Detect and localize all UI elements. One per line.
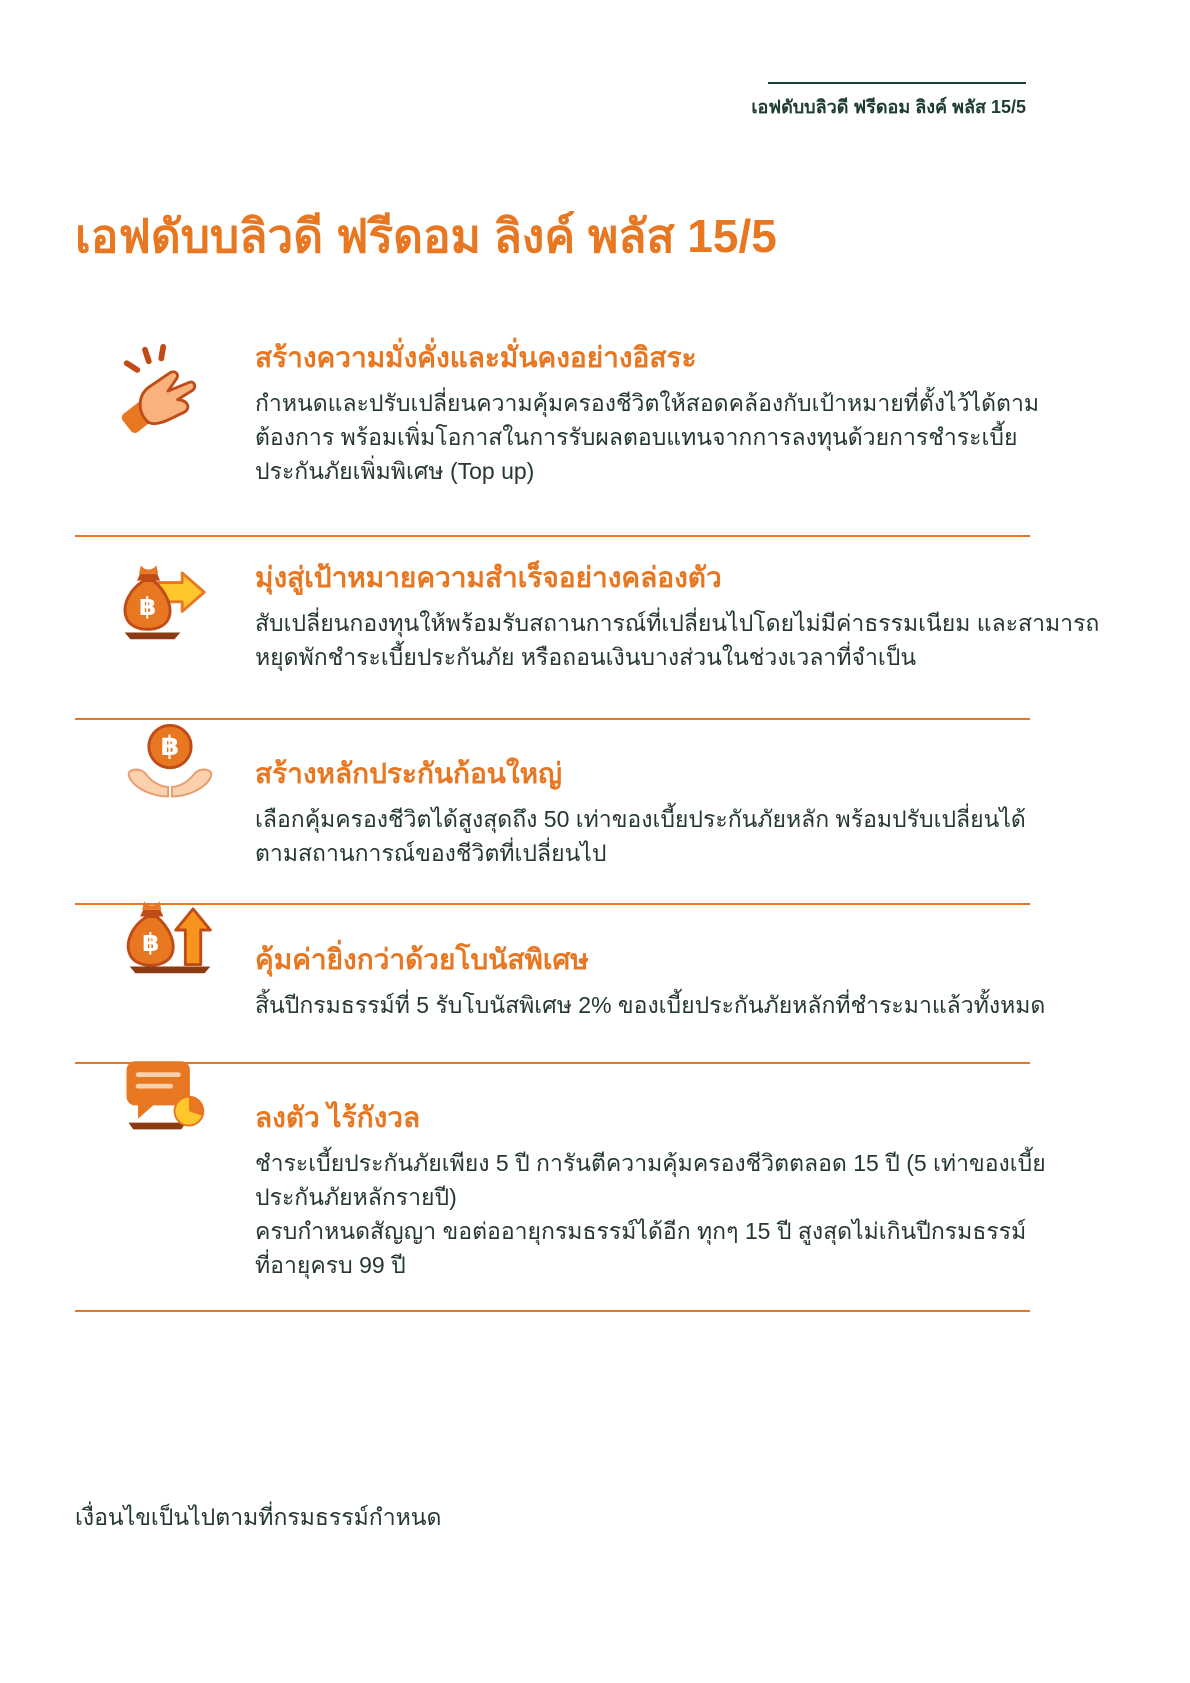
snap-fingers-icon [120,344,216,440]
chat-report-icon [115,1042,211,1138]
page-title: เอฟดับบลิวดี ฟรีดอม ลิงค์ พลัส 15/5 [75,210,777,262]
section-flexibility [255,556,1100,674]
svg-text:฿: ฿ [138,593,157,622]
svg-text:฿: ฿ [160,731,180,762]
section-body-line: หยุดพักชำระเบี้ยประกันภัย หรือถอนเงินบางส่วนในช่วงเวลาที่จำเป็น [255,644,917,670]
hands-holding-coin-icon [122,712,218,808]
section-body-line: ประกันภัยหลักรายปี) [255,1184,457,1210]
section-body-line: ประกันภัยเพิ่มพิเศษ (Top up) [255,458,535,484]
section-body-line: ที่อายุครบ 99 ปี [255,1252,406,1278]
section-wealth [255,336,1045,488]
section-body-line: ครบกำหนดสัญญา ขอต่ออายุกรมธรรม์ได้อีก ทุกๆ 15 ปี สูงสุดไม่เกินปีกรมธรรม์ [255,1218,1027,1244]
section-divider [75,1310,1030,1312]
section-body-line: ตามสถานการณ์ของชีวิตที่เปลี่ยนไป [255,840,607,866]
section-divider [75,718,1030,720]
money-bag-bonus-icon [122,882,218,978]
section-body-line: เลือกคุ้มครองชีวิตได้สูงสุดถึง 50 เท่าของเบี้ยประกันภัยหลัก พร้อมปรับเปลี่ยนได้ [255,806,1026,832]
section-big-coverage [255,752,1045,870]
running-header: เอฟดับบลิวดี ฟรีดอม ลิงค์ พลัส 15/5 [751,97,1026,117]
section-divider [75,903,1030,905]
section-worry-free [255,1096,1045,1282]
section-body-line: ต้องการ พร้อมเพิ่มโอกาสในการรับผลตอบแทนจากการลงทุนด้วยการชำระเบี้ย [255,424,1018,450]
section-bonus [255,938,1045,1022]
section-body-line: สับเปลี่ยนกองทุนให้พร้อมรับสถานการณ์ที่เปลี่ยนไปโดยไม่มีค่าธรรมเนียม และสามารถ [255,610,1100,636]
section-heading: สร้างความมั่งคั่งและมั่นคงอย่างอิสระ [255,342,697,373]
section-body-line: กำหนดและปรับเปลี่ยนความคุ้มครองชีวิตให้สอดคล้องกับเป้าหมายที่ตั้งไว้ได้ตาม [255,390,1040,416]
section-heading: สร้างหลักประกันก้อนใหญ่ [255,758,562,789]
money-bag-switch-icon [115,548,211,644]
section-heading: มุ่งสู่เป้าหมายความสำเร็จอย่างคล่องตัว [255,562,722,593]
footer-note: เงื่อนไขเป็นไปตามที่กรมธรรม์กำหนด [75,1504,442,1530]
section-body-line: ชำระเบี้ยประกันภัยเพียง 5 ปี การันตีความคุ้มครองชีวิตตลอด 15 ปี (5 เท่าของเบี้ย [255,1150,1046,1176]
section-divider [75,535,1030,537]
section-heading: คุ้มค่ายิ่งกว่าด้วยโบนัสพิเศษ [255,944,589,975]
section-divider [75,1062,1030,1064]
section-heading: ลงตัว ไร้กังวล [255,1102,421,1133]
svg-text:฿: ฿ [142,929,160,958]
section-body-line: สิ้นปีกรมธรรม์ที่ 5 รับโบนัสพิเศษ 2% ของเบี้ยประกันภัยหลักที่ชำระมาแล้วทั้งหมด [255,992,1046,1018]
header-rule [768,82,1026,84]
